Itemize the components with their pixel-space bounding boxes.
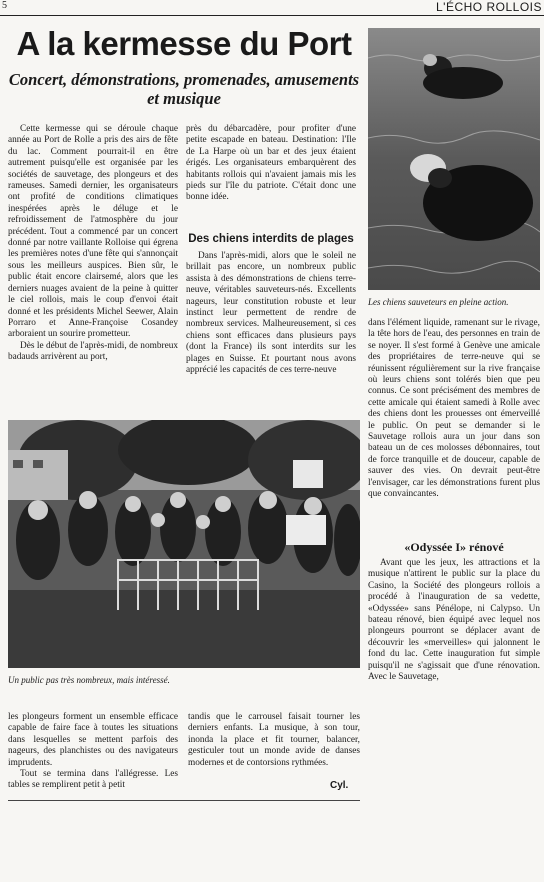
page-number: 5 (2, 0, 7, 11)
paragraph: près du débarcadère, pour profiter d'une petite escapade en bateau. Destination: l'Ile de La Harpe où un bar et des jeux étaient érigés. Les organisateurs embarquèrent des habitants rollois qui n'avaient jamais mis les pieds sur l'île du patriote. C'était donc une bonne idée. (186, 124, 356, 203)
bottom-rule (8, 800, 360, 801)
photo-caption-dogs: Les chiens sauveteurs en pleine action. (368, 297, 509, 307)
paragraph: tandis que le carrousel faisait tourner les derniers enfants. La musique, à son tour, inonda la place et fit tourner, balancer, gesticuler tout un monde avide de danses modernes et de contorsions rythmées. (188, 712, 360, 768)
author-signature: Cyl. (330, 780, 349, 791)
section-title-odyssee: «Odyssée I» rénové (404, 540, 504, 554)
article-bottom-column-2 (188, 712, 360, 776)
photo-crowd (8, 420, 360, 668)
article-column-2-top (186, 124, 356, 232)
article-bottom-column-1 (8, 712, 178, 798)
paragraph: Cette kermesse qui se déroule chaque année au Port de Rolle a pris des airs de fête du lac. Comment pourrait-il en être autrement puisqu'elle est organisée par les sociétés de sauvetage, des plongeurs et des rameuses. Samedi dernier, les organisateurs ont profité de conditions climatiques inespérées après le déluge et le refroidissement de l'atmosphère du jour précédent. Tout a commencé par un concert donné par notre vaillante Rolloise qui égrena les premières notes d'une fête qui s'annonçait sous les meilleurs auspices. Bien sûr, le public était encore clairsemé, alors que les derniers nuages avaient de la peine à quitter le ciel rollois, mais le coup d'envoi était donné et les présidents Michel Seewer, Alain Porraro et Anne-Françoise Cosandey arboraient un sourire prometteur. (8, 124, 178, 340)
subheadline: Concert, démonstrations, promenades, amusements et musique (8, 70, 360, 108)
paragraph: Avant que les jeux, les attractions et la musique n'attirent le public sur la place du Casino, la Société des plongeurs rollois a procédé à l'inauguration de sa vedette, «Odyssée» sans Pénélope, ni Calypso. Un bateau rénové, bien équipé avec lequel nos plongeurs pourront se déplacer avant de découvrir les «merveilles» qui jalonnent le fond du lac. Cette inauguration fut simple puisqu'il ne s'agissait que d'une rénovation. Avec le Sauvetage, (368, 558, 540, 683)
paragraph: Dès le début de l'après-midi, de nombreux badauds arrivèrent au port, (8, 340, 178, 363)
masthead: L'ÉCHO ROLLOIS (436, 0, 542, 14)
article-column-2-section (186, 251, 356, 417)
paragraph: les plongeurs forment un ensemble efficace capable de faire face à toutes les situations dans lesquelles se mettent parfois des nageurs, des planchistes ou des navigateurs imprudents. (8, 712, 178, 768)
headline: A la kermesse du Port (16, 25, 352, 62)
article-column-1 (8, 124, 178, 416)
paragraph: Tout se termina dans l'allégresse. Les tables se remplirent petit à petit (8, 769, 178, 791)
article-column-3-section (368, 558, 540, 724)
section-title-dogs: Des chiens interdits de plages (188, 233, 354, 245)
rescue-dogs-image (368, 28, 540, 290)
paragraph: Dans l'après-midi, alors que le soleil ne brillait pas encore, un nombreux public assista à des démonstrations de chiens terre-neuve, véritables sauveteurs-nés. Excellents nageurs, leur constitution robuste et leur instinct leur permettent de rendre de nombreux services. Malheureusement, si ces chiens sont efficaces dans plusieurs pays (dont la France) ils sont interdits sur les plages en Suisse. Et pourtant nous avons apprécié les capacités de ces terre-neuve (186, 251, 356, 376)
photo-rescue-dogs (368, 28, 540, 290)
article-column-3 (368, 318, 540, 527)
crowd-image (8, 420, 360, 668)
top-rule (0, 15, 544, 16)
photo-caption-crowd: Un public pas très nombreux, mais intéressé. (8, 675, 170, 685)
paragraph: dans l'élément liquide, ramenant sur le rivage, la tête hors de l'eau, des personnes en train de se noyer. Il s'est formé à Genève une amicale des propriétaires de terre-neuve qui se réunissent régulièrement sur la rive française où leurs chiens sont tolérés bien que peu connus. Ce sont précisément des membres de cette amicale qui étaient samedi à Rolle avec des chiens dont les prouesses ont émerveillé le public. On peut se demander si le Sauvetage rollois aura un jour dans son bateau un de ces molosses débonnaires, tout de force tranquille et de douceur, capable de sauver des vies. On devrait peut-être l'envisager, car les démonstrations furent plus que convaincantes. (368, 318, 540, 500)
